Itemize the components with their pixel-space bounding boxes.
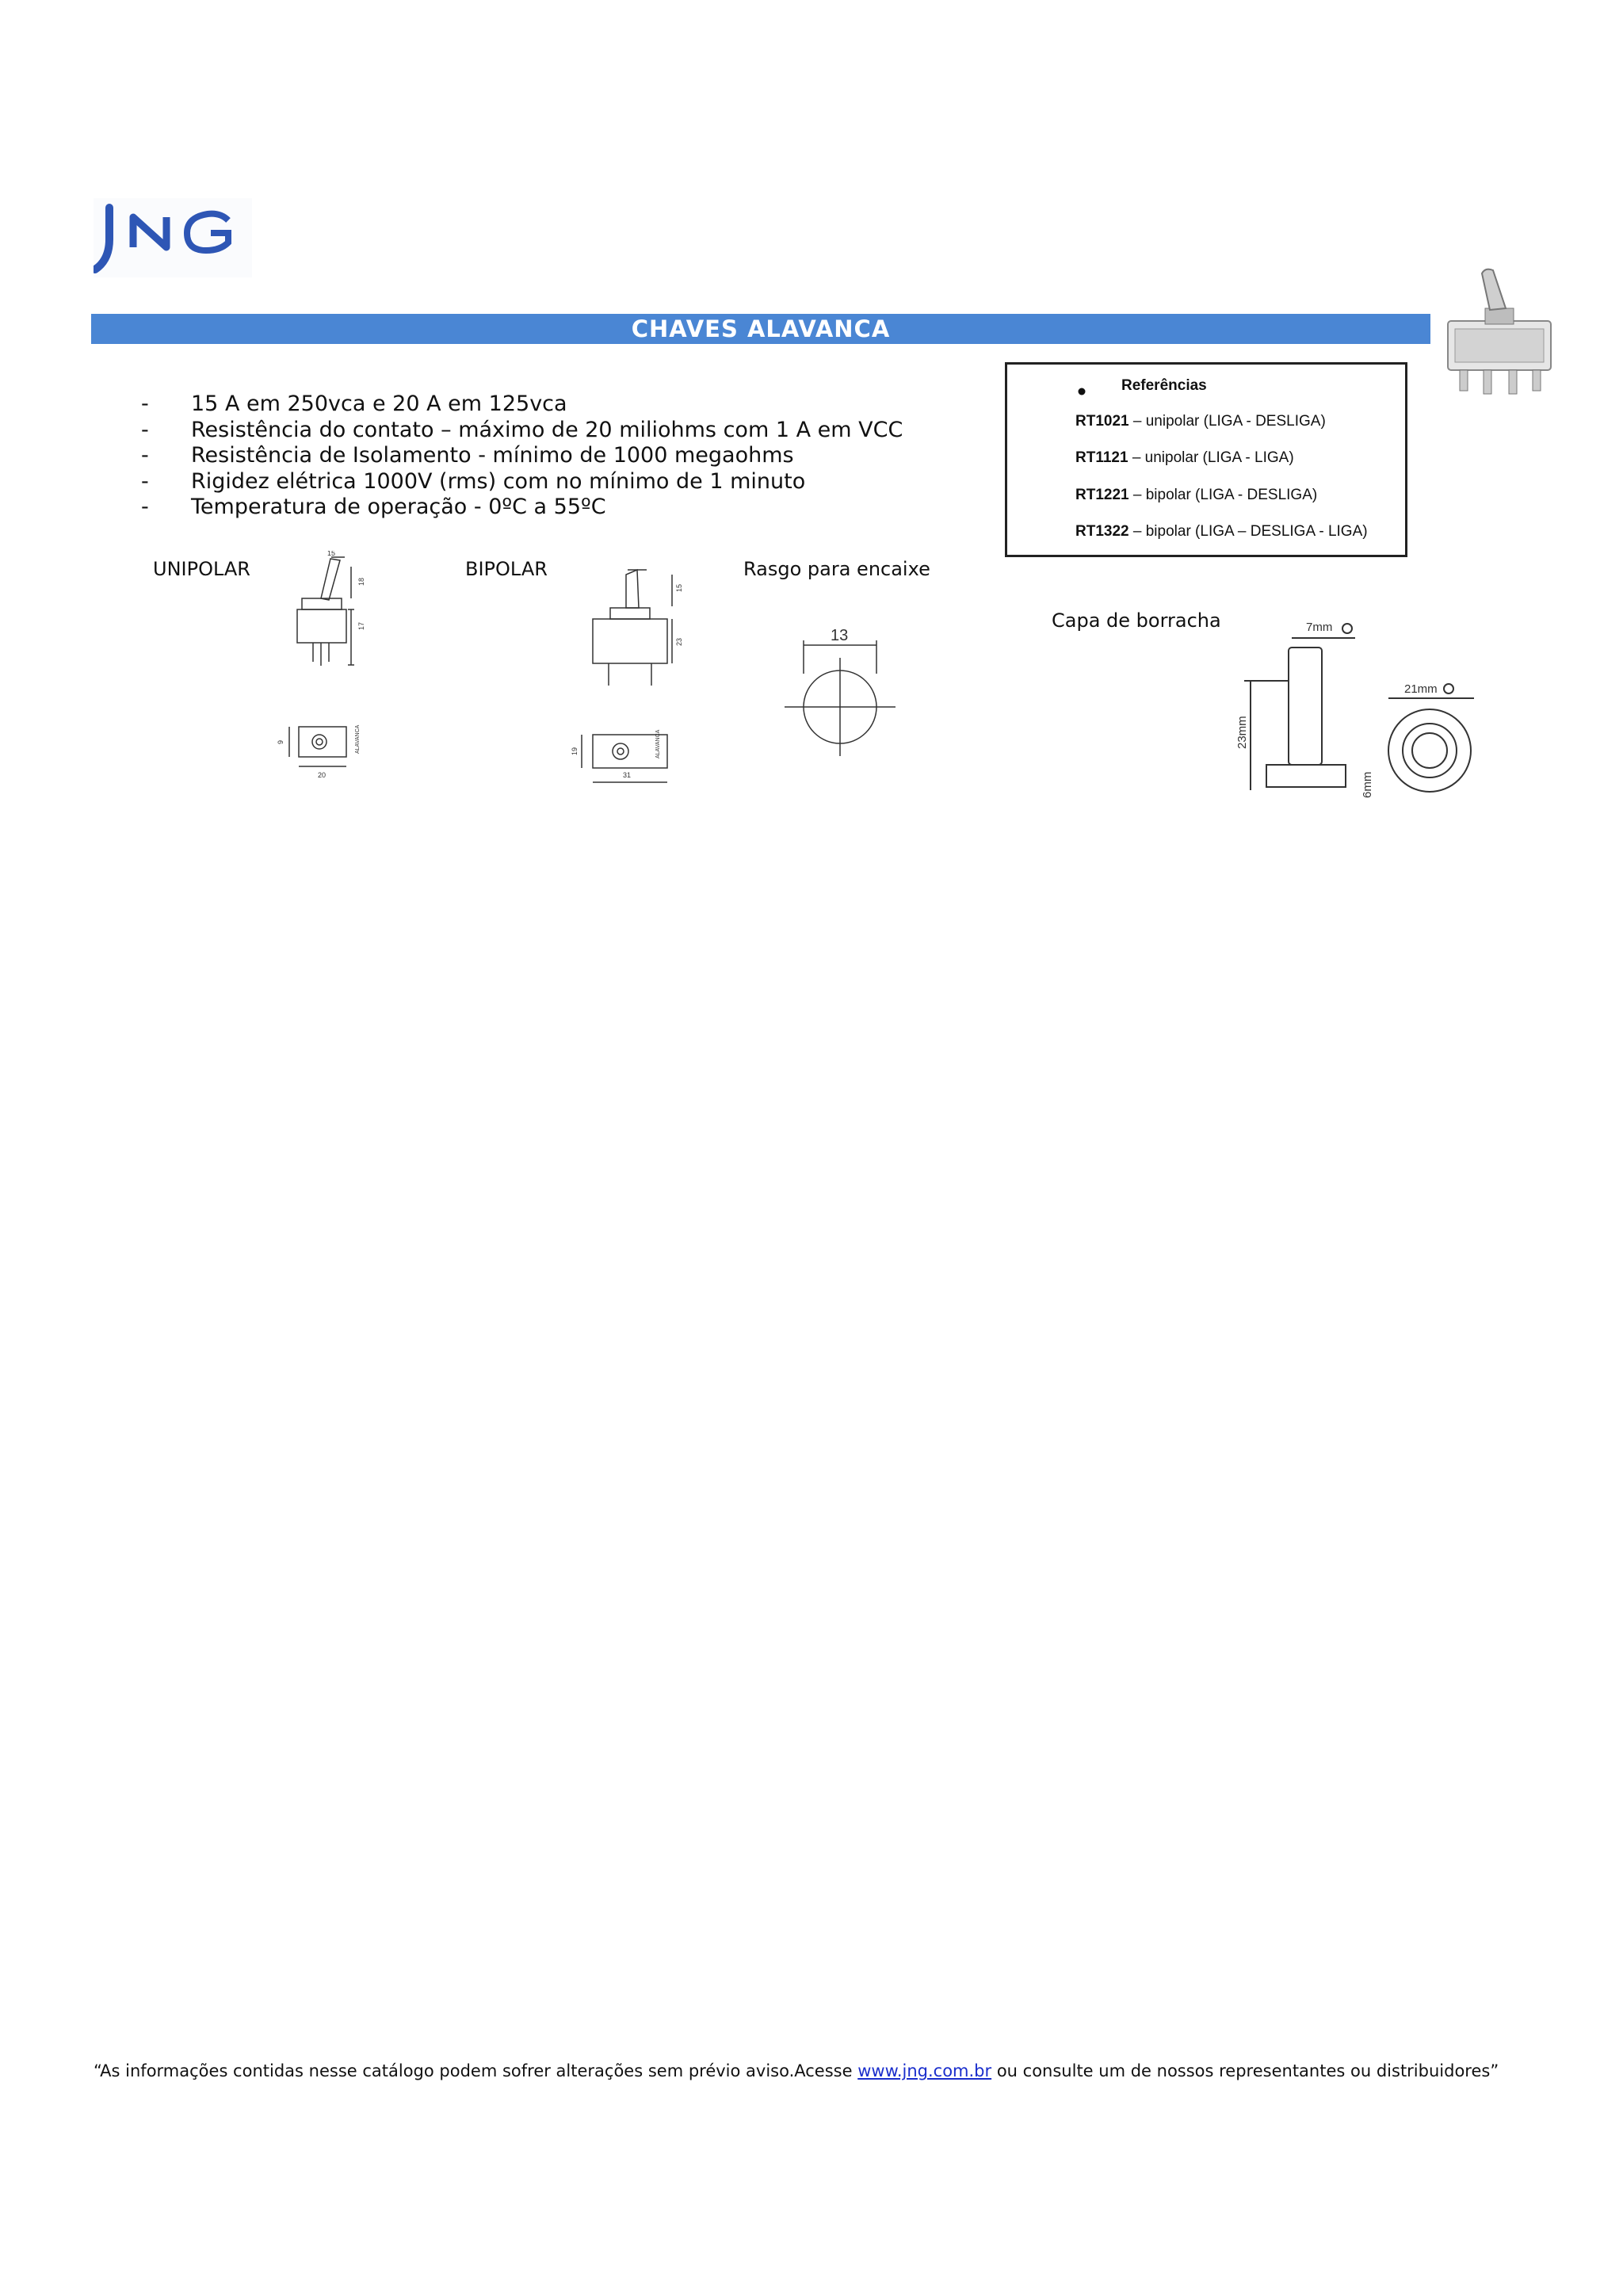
bipolar-label: BIPOLAR [465,558,548,580]
spec-item: - Resistência de Isolamento - mínimo de 1000 megaohms [141,443,794,468]
svg-text:23mm: 23mm [1235,716,1249,749]
svg-text:6mm: 6mm [1361,771,1374,798]
svg-text:18: 18 [357,577,365,586]
svg-text:21mm: 21mm [1404,682,1438,696]
toggle-switch-photo [1444,266,1559,400]
reference-item: RT1221 – bipolar (LIGA - DESLIGA) [1075,487,1318,503]
spec-item: - Resistência do contato – máximo de 20 miliohms com 1 A em VCC [141,417,903,442]
svg-text:31: 31 [623,771,632,779]
reference-item: RT1322 – bipolar (LIGA – DESLIGA - LIGA) [1075,523,1368,540]
footer-text: ou consulte um de nossos representantes ou distribuidores” [991,2061,1499,2080]
unipolar-diagram [265,551,376,792]
spec-item: - Rigidez elétrica 1000V (rms) com no mínimo de 1 minuto [141,468,806,494]
specifications-list [141,392,903,521]
svg-text:ALAVANCA: ALAVANCA [655,729,661,758]
rasgo-diagram [785,626,896,764]
bipolar-diagram [571,551,689,800]
unipolar-label: UNIPOLAR [153,558,250,580]
svg-text:7mm: 7mm [1306,621,1333,634]
capa-label: Capa de borracha [1052,609,1221,632]
website-link[interactable]: www.jng.com.br [857,2061,992,2080]
reference-item: RT1121 – unipolar (LIGA - LIGA) [1075,449,1294,466]
section-title-bar: CHAVES ALAVANCA [91,314,1430,344]
svg-text:23: 23 [675,637,683,646]
footer-note [94,2061,1499,2080]
footer-text: “As informações contidas nesse catálogo podem sofrer alterações sem prévio aviso.Acesse [94,2061,858,2080]
svg-text:20: 20 [318,771,327,779]
svg-text:15: 15 [327,551,336,557]
spec-item: - Temperatura de operação - 0ºC a 55ºC [141,495,606,519]
references-box [1005,362,1407,557]
bullet-icon [1078,388,1086,395]
svg-text:15: 15 [675,583,683,592]
spec-item: - 15 A em 250vca e 20 A em 125vca [141,392,567,416]
svg-text:13: 13 [831,627,849,644]
svg-text:19: 19 [571,747,579,755]
rasgo-label: Rasgo para encaixe [743,558,930,580]
company-logo [94,198,252,277]
svg-text:17: 17 [357,621,365,630]
svg-text:9: 9 [277,739,285,744]
svg-text:ALAVANCA: ALAVANCA [355,724,361,754]
capa-diagram [1220,614,1482,808]
reference-item: RT1021 – unipolar (LIGA - DESLIGA) [1075,413,1326,430]
references-heading: Referências [1121,377,1207,394]
